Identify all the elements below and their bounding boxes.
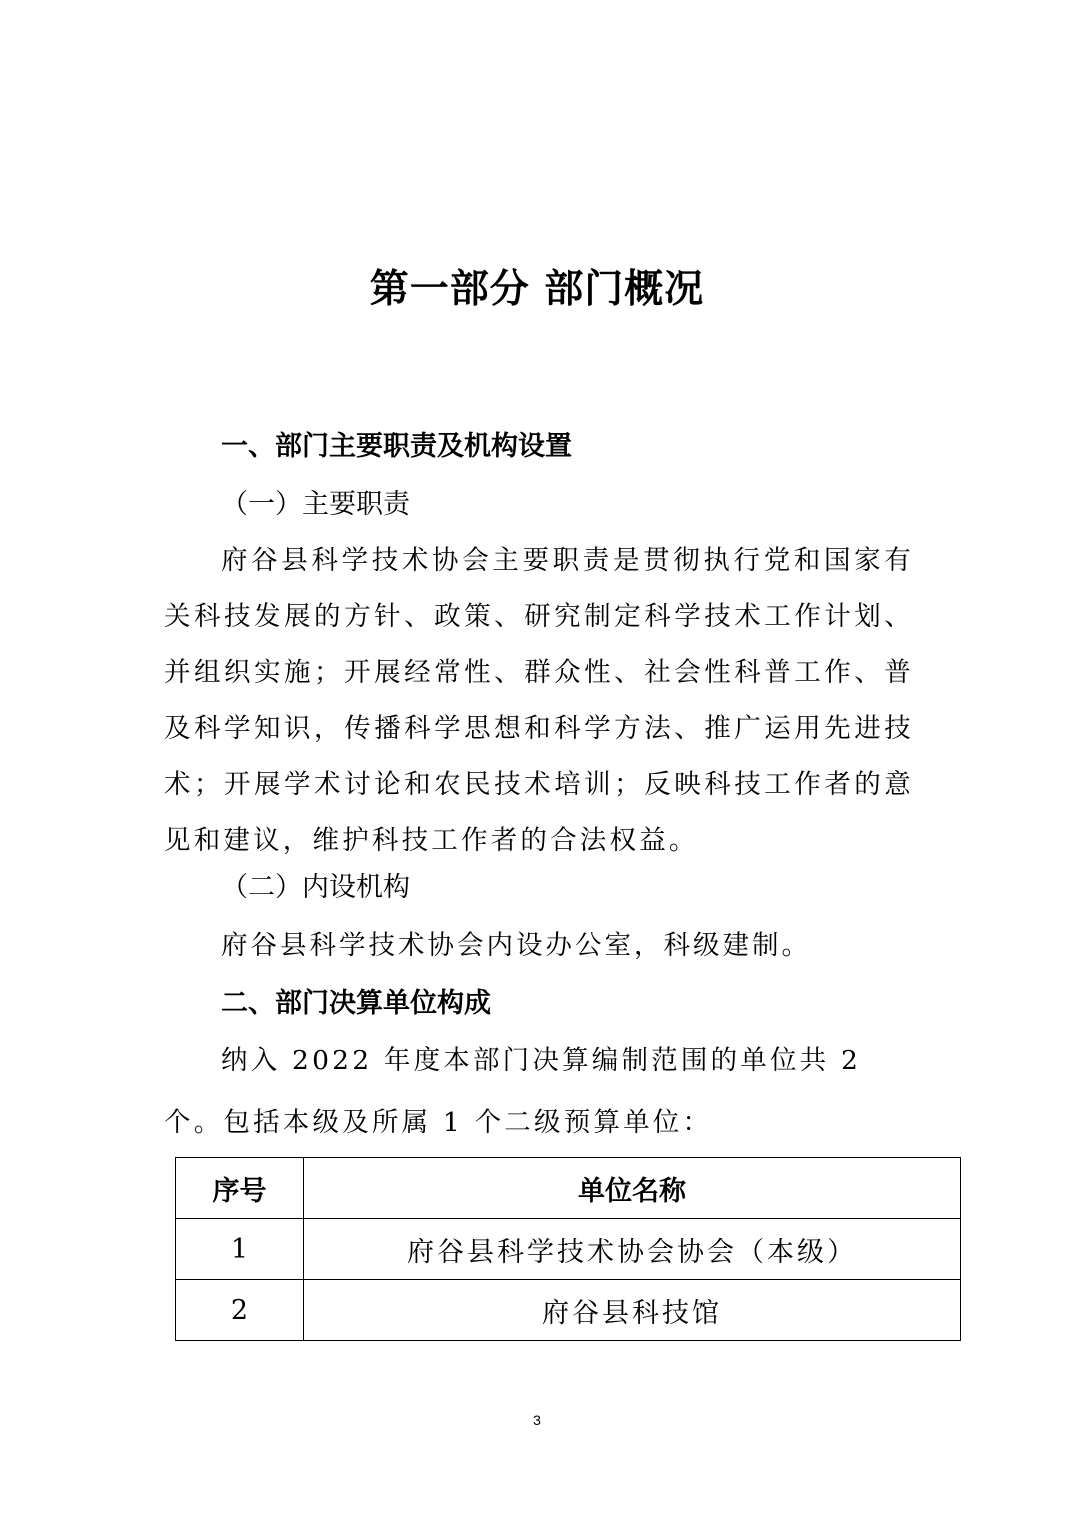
table-row [176,1219,961,1280]
units-table [175,1157,961,1341]
column-header-name: 单位名称 [304,1158,961,1219]
subsection-heading-main-duties: （一）主要职责 [221,489,410,520]
section-heading-units: 二、部门决算单位构成 [221,988,491,1019]
column-header-no: 序号 [176,1158,304,1219]
row-number: 1 [176,1219,304,1280]
unit-name: 府谷县科技馆 [304,1280,961,1341]
units-paragraph: 纳入 2022 年度本部门决算编制范围的单位共 2 个。包括本级及所属 1 个二级预算单位： [164,1045,862,1138]
duties-paragraph: 府谷县科学技术协会主要职责是贯彻执行党和国家有关科技发展的方针、政策、研究制定科学技术工作计划、并组织实施；开展经常性、群众性、社会性科普工作、普及科学知识，传播科学思想和科学方法、推广运用先进技术；开展学术讨论和农民技术培训；反映科技工作者的意见和建议，维护科技工作者的合法权益。 [164,545,914,856]
page-title: 第一部分 部门概况 [369,266,705,312]
table-header-row [176,1158,961,1219]
page-number: 3 [533,1412,541,1428]
section-heading-duties: 一、部门主要职责及机构设置 [221,431,572,462]
row-number: 2 [176,1280,304,1341]
table-row [176,1280,961,1341]
internal-structure-paragraph: 府谷县科学技术协会内设办公室，科级建制。 [221,930,811,961]
subsection-heading-internal-structure: （二）内设机构 [221,872,410,903]
unit-name: 府谷县科学技术协会协会（本级） [304,1219,961,1280]
